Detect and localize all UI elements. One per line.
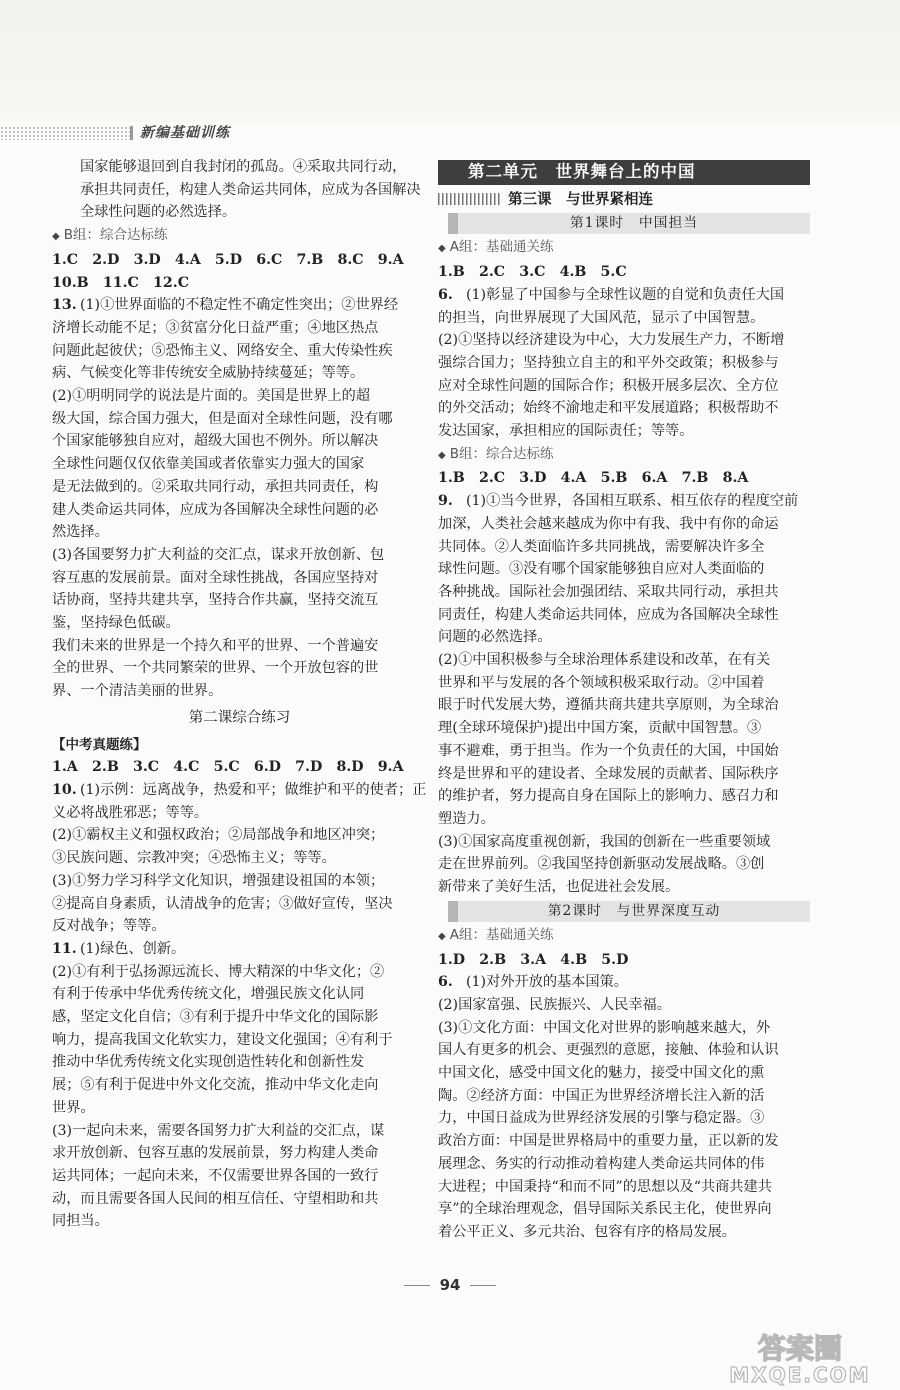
answer-key: 1.A 2.B 3.C 4.C 5.C 6.D 7.D 8.D 9.A (52, 759, 404, 776)
page-rule-left (404, 1285, 430, 1286)
question-13: 13. (1)①世界面临的不稳定性不确定性突出；②世界经 济增长动能不足；③贫富分化日益严重；④地区热点 问题此起彼伏；⑤恐怖主义、网络安全、重大传染性疾 病、气候变化等非传统安全威胁持续蔓延；等等。 (2)①明明同学的说法是片面的。美国是世界上的超 级大国，综合国力强大，但是面对全球性问题，没有哪 个国家能够独自应对，超级大国也不例外。所以解决 全球性问题仅仅依靠美国或者依靠实力强大的国家 是无法做到的。②采取共同行动，承担共同责任，构 建人类命运共同体，应成为各国解决全球性问题的必 然选择。 (3)各国要努力扩大利益的交汇点，谋求开放创新、包 容互惠的发展前景。面对全球性挑战，各国应坚持对 话协商，坚持共建共享，坚持合作共赢，坚持交流互 鉴，坚持绿色低碳。 我们未来的世界是一个持久和平的世界、一个普遍安 全的世界、一个共同繁荣的世界、一个开放包容的世 界、一个清洁美丽的世界。 (52, 297, 399, 700)
answer-key: 1.D 2.B 3.A 4.B 5.D (438, 951, 629, 968)
answer-key: 10.B 11.C 12.C (52, 274, 189, 291)
answer-key: 1.B 2.C 3.D 4.A 5.B 6.A 7.B 8.A (438, 470, 749, 487)
stripes-icon (438, 193, 502, 205)
watermark-url: MXQE.COM (729, 1363, 871, 1386)
unit-title: 第二单元 世界舞台上的中国 (438, 160, 810, 185)
group-heading: ◆ B组：综合达标练 (52, 227, 168, 244)
watermark-text: 答案圈 (757, 1332, 843, 1365)
question-11: 11. (1)绿色、创新。 (2)①有利于弘扬源远流长、博大精深的中华文化；② 有利于传承中华优秀传统文化，增强民族文化认同 感，坚定文化自信；③有利于提升中华文化的国际影 响力，提高我国文化软实力，建设文化强国；④有利于 推动中华优秀传统文化实现创造性转化和创新性发 展；⑤有利于促进中外文化交流，推动中华文化走向 世界。 (3)一起向未来，需要各国努力扩大利益的交汇点，谋 求开放创新、包容互惠的发展前景，努力构建人类命 运共同体；一起向未来，不仅需要世界各国的一致行 动，而且需要各国人民间的相互信任、守望相助和共 同担当。 (52, 940, 393, 1230)
header-dots (0, 126, 130, 140)
diamond-icon: ◆ (438, 243, 446, 255)
section-title: 第二课综合练习 (188, 709, 291, 726)
diamond-icon: ◆ (52, 231, 60, 243)
question-10: 10. (1)示例：远离战争，热爱和平；做维护和平的使者；正 义必将战胜邪恶；等等。 (2)①霸权主义和强权政治；②局部战争和地区冲突； ③民族问题、宗教冲突；④恐怖主义；等等。 (3)①努力学习科学文化知识，增强建设祖国的本领； ②提高自身素质，认清战争的危害；③做好宣传，坚决 反对战争；等等。 (52, 781, 427, 935)
question-9: 9. (1)①当今世界，各国相互联系、相互依存的程度空前 加深，人类社会越来越成为你中有我、我中有你的命运 共同体。②人类面临许多共同挑战，需要解决许多全 球性问题。③没有哪个国家能够独自应对人类面临的 各种挑战。国际社会加强团结、采取共同行动，承担共 同责任，构建人类命运共同体，应成为各国解决全球性 问题的必然选择。 (2)①中国积极参与全球治理体系建设和改革，在有关 世界和平与发展的各个领域积极采取行动。②中国着 眼于时代发展大势，遵循共商共建共享原则，为全球治 理(全球环境保护)提出中国方案，贡献中国智慧。③ 事不避难，勇于担当。作为一个负责任的大国，中国始 终是世界和平的建设者、全球发展的贡献者、国际秩序 的维护者，努力提高自身在国际上的影响力、感召力和 塑造力。 (3)①国家高度重视创新，我国的创新在一些重要领域 走在世界前列。②我国坚持创新驱动发展战略。③创 新带来了美好生活，也促进社会发展。 (438, 493, 799, 896)
diamond-icon: ◆ (438, 930, 446, 942)
page-rule-right (470, 1285, 496, 1286)
page-number: 94 (0, 1276, 900, 1294)
group-heading: ◆ B组：综合达标练 (438, 445, 554, 462)
header-divider (130, 126, 133, 140)
answer-key: 1.C 2.D 3.D 4.A 5.D 6.C 7.B 8.C 9.A (52, 251, 404, 268)
diamond-icon: ◆ (438, 449, 446, 461)
right-column (438, 156, 810, 1244)
exam-heading: 【中考真题练】 (52, 736, 147, 753)
page-top-band (0, 0, 900, 122)
answer-block: 国家能够退回到自我封闭的孤岛。④采取共同行动， 承担共同责任，构建人类命运共同体，应成为各国解决 全球性问题的必然选择。 (80, 159, 421, 221)
answer-key: 1.B 2.C 3.C 4.B 5.C (438, 264, 627, 281)
question-6-second: 6. (1)对外开放的基本国策。 (2)国家富强、民族振兴、人民幸福。 (3)①文化方面：中国文化对世界的影响越来越大，外 国人有更多的机会、更强烈的意愿，接触、体验和认识 中国文化，感受中国文化的魅力，接受中国文化的熏 陶。②经济方面：中国正为世界经济增长注入新的活 力，中国日益成为世界经济发展的引擎与稳定器。③ 政治方面：中国是世界格局中的重要力量，正以新的发 展理念、务实的行动推动着构建人类命运共同体的伟 大进程；中国秉持“和而不同”的思想以及“共商共建共 享”的全球治理观念，倡导国际关系民主化，使世界向 着公平正义、多元共治、包容有序的格局发展。 (438, 974, 779, 1240)
period-title: 第2课时 与世界深度互动 (448, 901, 810, 922)
question-6: 6. (1)彰显了中国参与全球性议题的自觉和负责任大国 的担当，向世界展现了大国风范，显示了中国智慧。 (2)①坚持以经济建设为中心，大力发展生产力，不断增 强综合国力；坚持独立自主的和平外交政策；积极参与 应对全球性问题的国际合作；积极开展多层次、全方位 的外交活动；始终不渝地走和平发展道路；积极帮助不 发达国家，承担相应的国际责任；等等。 (438, 286, 785, 440)
left-column (52, 156, 427, 1233)
lesson-title: 第三课 与世界紧相连 (438, 189, 810, 212)
series-title: 新编基础训练 (140, 125, 230, 141)
group-heading: ◆ A组：基础通关练 (438, 926, 554, 943)
watermark-logo (710, 1328, 890, 1386)
group-heading: ◆ A组：基础通关练 (438, 239, 554, 256)
period-title: 第1课时 中国担当 (448, 213, 810, 234)
